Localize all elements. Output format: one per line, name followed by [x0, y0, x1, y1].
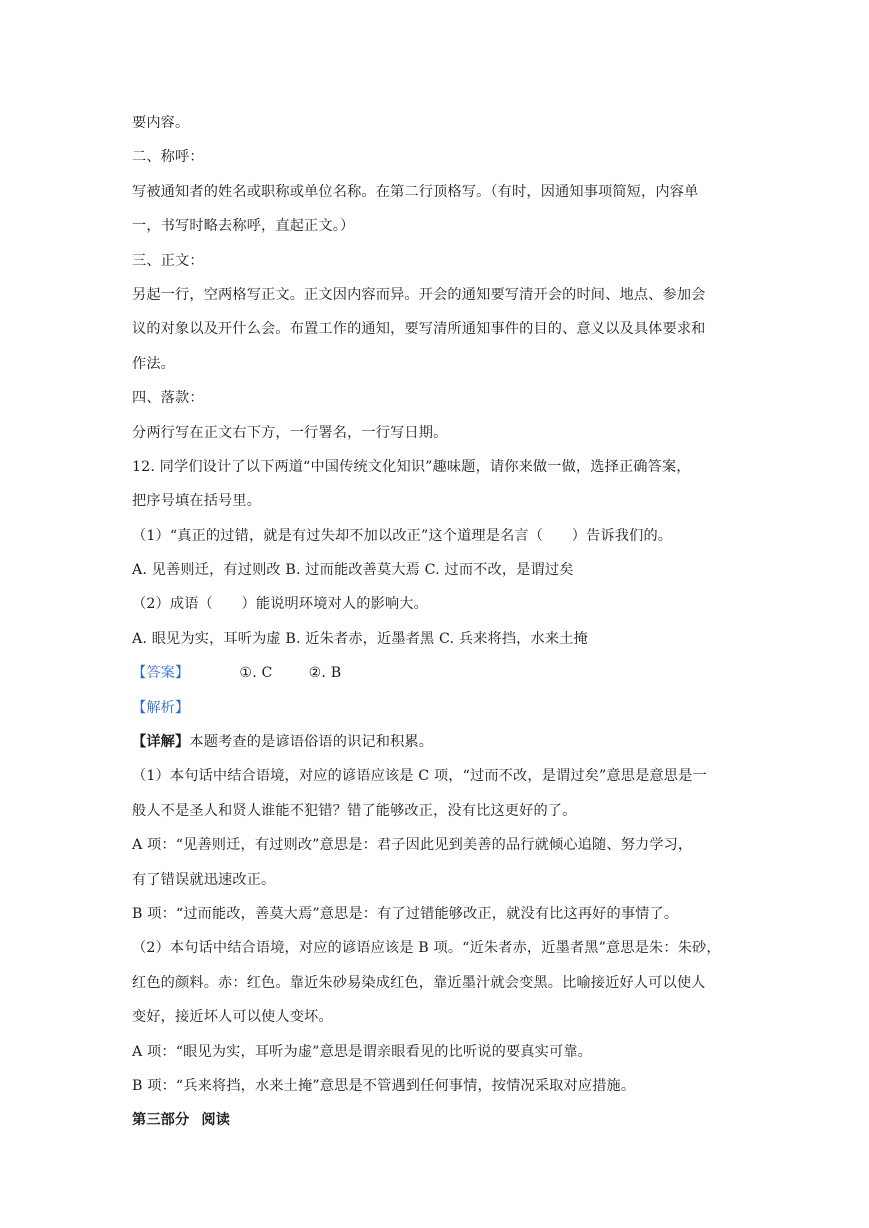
- document-page: [132, 106, 747, 1138]
- question-stem-line-2: 把序号填在括号里。: [132, 493, 262, 510]
- part3-heading: [132, 1103, 747, 1137]
- answer-line: [132, 656, 747, 690]
- question-2-options: A. 眼见为实，耳听为虚 B. 近朱者赤，近墨者黑 C. 兵来将挡，水来土掩: [132, 630, 588, 647]
- body-line-3: 作法。: [132, 355, 176, 372]
- analysis-p2-line-1: （2）本句话中结合语境，对应的谚语应该是 B 项。“近朱者赤，近墨者黑”意思是朱：朱砂，: [132, 940, 721, 957]
- analysis-p2-line-3: 变好，接近坏人可以使人变坏。: [132, 1009, 333, 1026]
- salutation-line-1: 写被通知者的姓名或职称或单位名称。在第二行顶格写。（有时，因通知事项简短，内容单: [132, 183, 699, 200]
- question-stem-line-1: 12. 同学们设计了以下两道“中国传统文化知识”趣味题，请你来做一做，选择正确答案，: [132, 458, 691, 475]
- intro-tail: 要内容。: [132, 115, 190, 131]
- question-1-options: A. 见善则迁，有过则改 B. 过而能改善莫大焉 C. 过而不改，是谓过矣: [132, 562, 574, 579]
- analysis-a2-line-1: A 项：“眼见为实，耳听为虚”意思是谓亲眼看见的比听说的要真实可靠。: [132, 1043, 592, 1060]
- detail-label: 【详解】: [132, 734, 190, 751]
- part3-title: 第三部分: [132, 1112, 190, 1129]
- analysis-b-line-1: B 项：“过而能改，善莫大焉”意思是：有了过错能够改正，就没有比这再好的事情了。: [132, 905, 679, 922]
- analysis-b2-line-1: B 项：“兵来将挡，水来土掩”意思是不管遇到任何事情，按情况采取对应措施。: [132, 1077, 636, 1094]
- signature-line-1: 分两行写在正文右下方，一行署名，一行写日期。: [132, 424, 448, 441]
- salutation-line-2: 一，书写时略去称呼，直起正文。）: [132, 218, 355, 235]
- detail-text: 本题考查的是谚语俗语的识记和积累。: [189, 734, 434, 751]
- analysis-a-line-2: 有了错误就迅速改正。: [132, 871, 276, 888]
- signature-heading: 四、落款：: [132, 390, 204, 407]
- analysis-p2-line-2: 红色的颜料。赤：红色。靠近朱砂易染成红色，靠近墨汁就会变黑。比喻接近好人可以使人: [132, 974, 706, 991]
- answer-first: ①. C: [239, 665, 273, 682]
- question-2: （2）成语（ ）能说明环境对人的影响大。: [132, 596, 428, 613]
- analysis-label: 【解析】: [132, 699, 190, 716]
- salutation-heading: 二、称呼：: [132, 149, 204, 166]
- question-1: （1）“真正的过错，就是有过失却不加以改正”这个道理是名言（ ）告诉我们的。: [132, 527, 673, 544]
- analysis-detail: [132, 725, 747, 759]
- analysis-p1-line-2: 般人不是圣人和贤人谁能不犯错？错了能够改正，没有比这更好的了。: [132, 802, 577, 819]
- analysis-a-line-1: A 项：“见善则迁，有过则改”意思是：君子因此见到美善的品行就倾心追随、努力学习，: [132, 837, 693, 854]
- part3-subtitle: 阅读: [201, 1112, 231, 1129]
- body-line-2: 议的对象以及开什么会。布置工作的通知，要写清所通知事件的目的、意义以及具体要求和: [132, 321, 706, 338]
- body-line-1: 另起一行，空两格写正文。正文因内容而异。开会的通知要写清开会的时间、地点、参加会: [132, 286, 706, 303]
- analysis-p1-line-1: （1）本句话中结合语境，对应的谚语应该是 C 项，“过而不改，是谓过矣”意思是意思是一: [132, 768, 707, 785]
- answer-second: ②. B: [308, 665, 342, 682]
- body-heading: 三、正文：: [132, 252, 204, 269]
- answer-label: 【答案】: [132, 665, 190, 682]
